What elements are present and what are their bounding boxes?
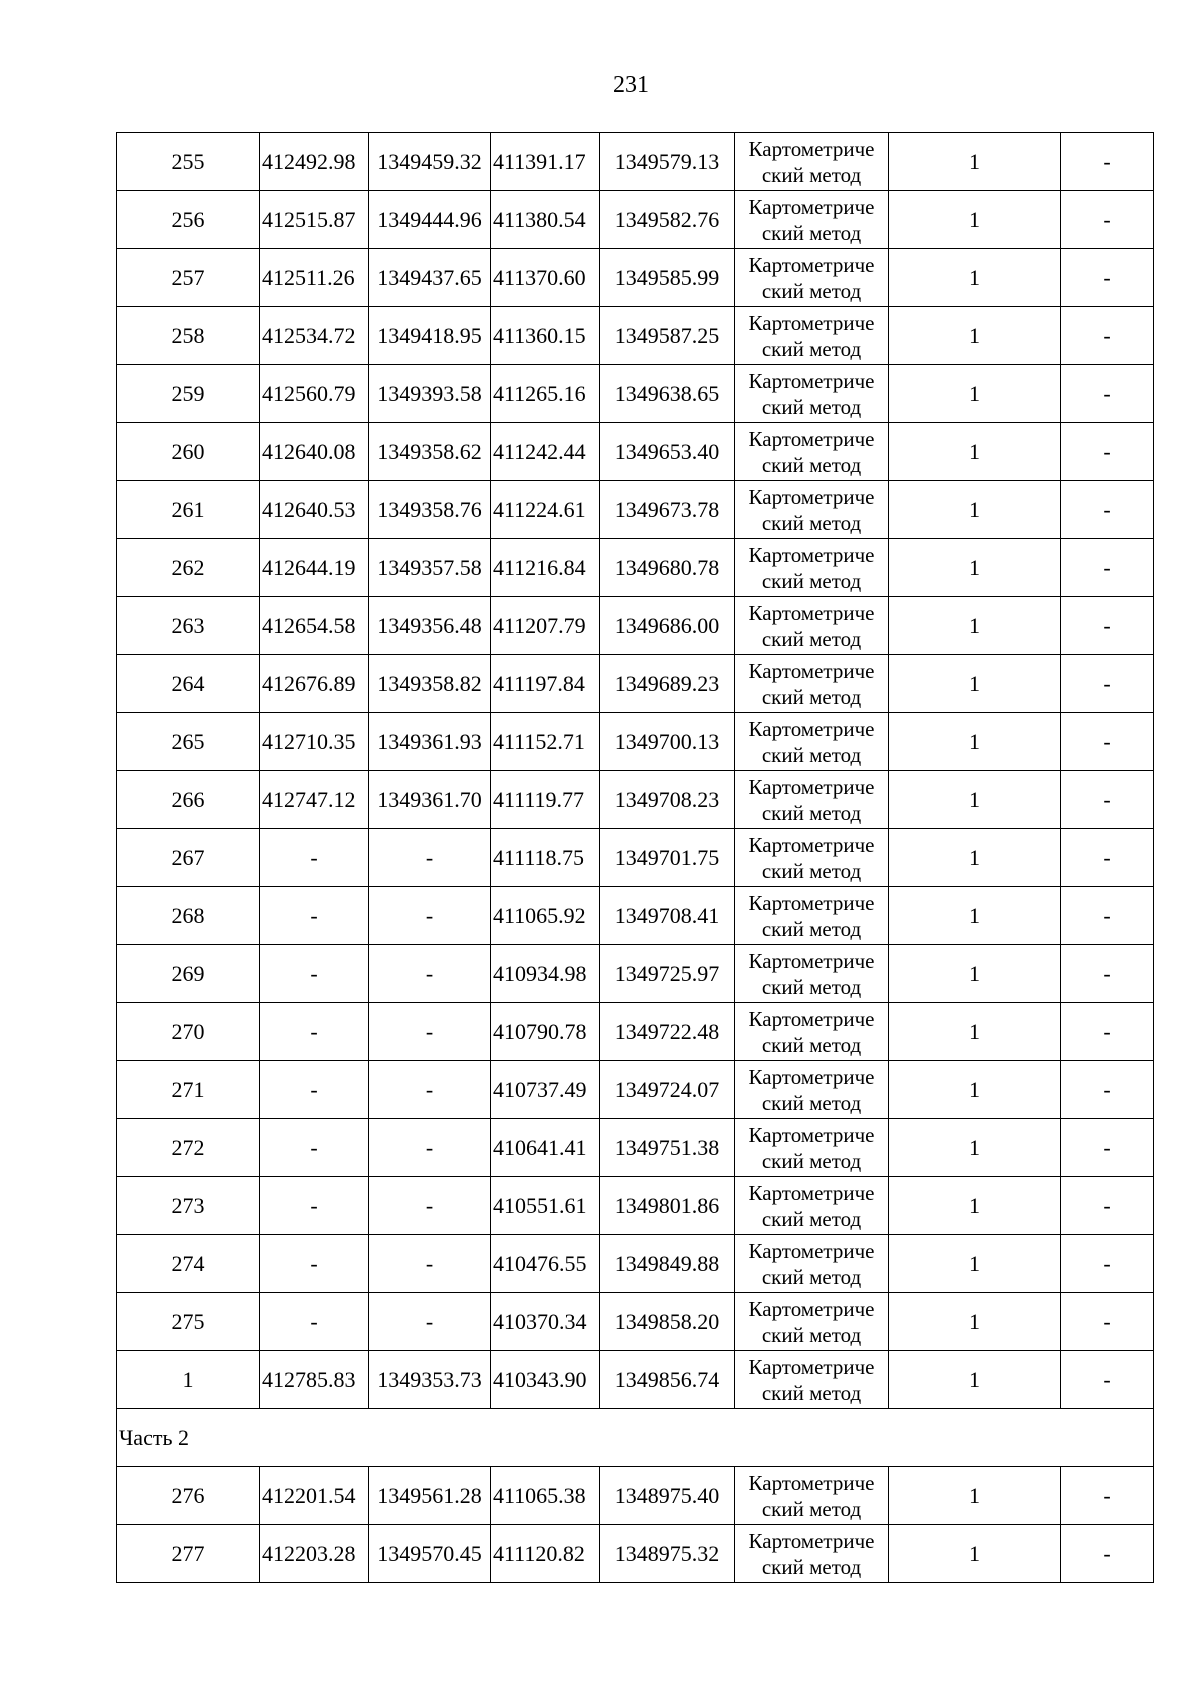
accuracy-cell: 1 (889, 191, 1061, 249)
x1-coordinate-cell: 412492.98 (260, 133, 369, 191)
method-cell (735, 1061, 889, 1119)
y1-coordinate-cell: 1349437.65 (369, 249, 491, 307)
accuracy-cell: 1 (889, 655, 1061, 713)
x2-coordinate-cell: 411152.71 (491, 713, 600, 771)
table-row (117, 887, 1154, 945)
point-number-cell: 261 (117, 481, 260, 539)
method-line-1: Картометриче (748, 1122, 875, 1147)
x1-coordinate-cell: - (260, 829, 369, 887)
point-number-cell: 272 (117, 1119, 260, 1177)
point-number-cell: 255 (117, 133, 260, 191)
method-line-1: Картометриче (748, 484, 875, 509)
note-cell: - (1061, 1003, 1154, 1061)
point-number-cell: 264 (117, 655, 260, 713)
x1-coordinate-cell: - (260, 1061, 369, 1119)
table-row (117, 1467, 1154, 1525)
method-line-2: ский метод (761, 1148, 862, 1173)
method-line-2: ский метод (761, 1206, 862, 1231)
x2-coordinate-cell: 411360.15 (491, 307, 600, 365)
point-number-cell: 275 (117, 1293, 260, 1351)
method-line-1: Картометриче (748, 1064, 875, 1089)
note-cell: - (1061, 655, 1154, 713)
note-cell: - (1061, 133, 1154, 191)
y1-coordinate-cell: 1349358.82 (369, 655, 491, 713)
y1-coordinate-cell: 1349561.28 (369, 1467, 491, 1525)
method-line-2: ский метод (761, 626, 862, 651)
y1-coordinate-cell: 1349418.95 (369, 307, 491, 365)
table-row (117, 829, 1154, 887)
coordinates-table-body (117, 133, 1154, 1583)
point-number-cell: 260 (117, 423, 260, 481)
method-cell (735, 191, 889, 249)
accuracy-cell: 1 (889, 597, 1061, 655)
note-cell: - (1061, 887, 1154, 945)
method-line-1: Картометриче (748, 774, 875, 799)
x2-coordinate-cell: 410370.34 (491, 1293, 600, 1351)
y2-coordinate-cell: 1349653.40 (600, 423, 735, 481)
accuracy-cell: 1 (889, 887, 1061, 945)
y2-coordinate-cell: 1349585.99 (600, 249, 735, 307)
method-cell (735, 829, 889, 887)
y1-coordinate-cell: 1349358.76 (369, 481, 491, 539)
table-row (117, 1525, 1154, 1583)
note-cell: - (1061, 829, 1154, 887)
x2-coordinate-cell: 411197.84 (491, 655, 600, 713)
note-cell: - (1061, 1119, 1154, 1177)
method-cell (735, 365, 889, 423)
note-cell: - (1061, 365, 1154, 423)
x1-coordinate-cell: 412676.89 (260, 655, 369, 713)
note-cell: - (1061, 481, 1154, 539)
accuracy-cell: 1 (889, 423, 1061, 481)
x2-coordinate-cell: 410551.61 (491, 1177, 600, 1235)
y1-coordinate-cell: 1349357.58 (369, 539, 491, 597)
method-cell (735, 307, 889, 365)
note-cell: - (1061, 1177, 1154, 1235)
note-cell: - (1061, 1467, 1154, 1525)
x2-coordinate-cell: 410641.41 (491, 1119, 600, 1177)
point-number-cell: 1 (117, 1351, 260, 1409)
method-line-1: Картометриче (748, 832, 875, 857)
method-cell (735, 423, 889, 481)
x2-coordinate-cell: 411265.16 (491, 365, 600, 423)
y2-coordinate-cell: 1349587.25 (600, 307, 735, 365)
method-line-2: ский метод (761, 1496, 862, 1521)
method-line-2: ский метод (761, 278, 862, 303)
point-number-cell: 271 (117, 1061, 260, 1119)
y1-coordinate-cell: 1349393.58 (369, 365, 491, 423)
y1-coordinate-cell: - (369, 1177, 491, 1235)
y2-coordinate-cell: 1349680.78 (600, 539, 735, 597)
y2-coordinate-cell: 1349849.88 (600, 1235, 735, 1293)
point-number-cell: 277 (117, 1525, 260, 1583)
note-cell: - (1061, 945, 1154, 1003)
point-number-cell: 262 (117, 539, 260, 597)
y2-coordinate-cell: 1349582.76 (600, 191, 735, 249)
y1-coordinate-cell: 1349358.62 (369, 423, 491, 481)
x1-coordinate-cell: - (260, 1177, 369, 1235)
method-line-1: Картометриче (748, 252, 875, 277)
accuracy-cell: 1 (889, 829, 1061, 887)
x1-coordinate-cell: 412654.58 (260, 597, 369, 655)
point-number-cell: 270 (117, 1003, 260, 1061)
point-number-cell: 263 (117, 597, 260, 655)
method-cell (735, 481, 889, 539)
x1-coordinate-cell: 412560.79 (260, 365, 369, 423)
method-cell (735, 771, 889, 829)
method-line-1: Картометриче (748, 310, 875, 335)
y1-coordinate-cell: - (369, 945, 491, 1003)
accuracy-cell: 1 (889, 1235, 1061, 1293)
method-cell (735, 1525, 889, 1583)
method-line-1: Картометриче (748, 1180, 875, 1205)
y2-coordinate-cell: 1349686.00 (600, 597, 735, 655)
y2-coordinate-cell: 1349751.38 (600, 1119, 735, 1177)
x2-coordinate-cell: 411118.75 (491, 829, 600, 887)
x1-coordinate-cell: 412640.08 (260, 423, 369, 481)
method-line-2: ский метод (761, 1090, 862, 1115)
accuracy-cell: 1 (889, 307, 1061, 365)
accuracy-cell: 1 (889, 365, 1061, 423)
method-cell (735, 597, 889, 655)
y2-coordinate-cell: 1348975.40 (600, 1467, 735, 1525)
accuracy-cell: 1 (889, 1061, 1061, 1119)
point-number-cell: 274 (117, 1235, 260, 1293)
y1-coordinate-cell: - (369, 887, 491, 945)
method-cell (735, 249, 889, 307)
x1-coordinate-cell: - (260, 1293, 369, 1351)
y2-coordinate-cell: 1348975.32 (600, 1525, 735, 1583)
note-cell: - (1061, 771, 1154, 829)
table-row (117, 713, 1154, 771)
x1-coordinate-cell: 412785.83 (260, 1351, 369, 1409)
method-cell (735, 539, 889, 597)
accuracy-cell: 1 (889, 249, 1061, 307)
table-row (117, 1003, 1154, 1061)
accuracy-cell: 1 (889, 1525, 1061, 1583)
accuracy-cell: 1 (889, 1293, 1061, 1351)
table-row (117, 1061, 1154, 1119)
note-cell: - (1061, 423, 1154, 481)
note-cell: - (1061, 713, 1154, 771)
y2-coordinate-cell: 1349689.23 (600, 655, 735, 713)
x1-coordinate-cell: - (260, 945, 369, 1003)
table-row (117, 133, 1154, 191)
method-cell (735, 1293, 889, 1351)
table-row (117, 597, 1154, 655)
table-row (117, 1351, 1154, 1409)
accuracy-cell: 1 (889, 1467, 1061, 1525)
x1-coordinate-cell: 412201.54 (260, 1467, 369, 1525)
x2-coordinate-cell: 411207.79 (491, 597, 600, 655)
y1-coordinate-cell: 1349361.70 (369, 771, 491, 829)
method-line-2: ский метод (761, 742, 862, 767)
method-line-2: ский метод (761, 1032, 862, 1057)
point-number-cell: 259 (117, 365, 260, 423)
method-line-1: Картометриче (748, 600, 875, 625)
method-line-2: ский метод (761, 974, 862, 999)
accuracy-cell: 1 (889, 1119, 1061, 1177)
y1-coordinate-cell: - (369, 1119, 491, 1177)
x2-coordinate-cell: 411216.84 (491, 539, 600, 597)
note-cell: - (1061, 597, 1154, 655)
x2-coordinate-cell: 410737.49 (491, 1061, 600, 1119)
y1-coordinate-cell: 1349444.96 (369, 191, 491, 249)
y1-coordinate-cell: - (369, 1003, 491, 1061)
method-cell (735, 1235, 889, 1293)
method-line-1: Картометриче (748, 658, 875, 683)
method-cell (735, 1003, 889, 1061)
point-number-cell: 268 (117, 887, 260, 945)
x1-coordinate-cell: 412534.72 (260, 307, 369, 365)
x1-coordinate-cell: 412203.28 (260, 1525, 369, 1583)
method-cell (735, 1119, 889, 1177)
x1-coordinate-cell: 412710.35 (260, 713, 369, 771)
method-cell (735, 655, 889, 713)
method-line-2: ский метод (761, 1380, 862, 1405)
y1-coordinate-cell: 1349353.73 (369, 1351, 491, 1409)
note-cell: - (1061, 307, 1154, 365)
y2-coordinate-cell: 1349801.86 (600, 1177, 735, 1235)
table-row (117, 1177, 1154, 1235)
x2-coordinate-cell: 410343.90 (491, 1351, 600, 1409)
x2-coordinate-cell: 411391.17 (491, 133, 600, 191)
x1-coordinate-cell: 412644.19 (260, 539, 369, 597)
x1-coordinate-cell: - (260, 1003, 369, 1061)
point-number-cell: 256 (117, 191, 260, 249)
x2-coordinate-cell: 411120.82 (491, 1525, 600, 1583)
method-line-1: Картометриче (748, 194, 875, 219)
method-cell (735, 1351, 889, 1409)
section-header-row (117, 1409, 1154, 1467)
y2-coordinate-cell: 1349708.23 (600, 771, 735, 829)
x2-coordinate-cell: 410476.55 (491, 1235, 600, 1293)
accuracy-cell: 1 (889, 133, 1061, 191)
note-cell: - (1061, 1351, 1154, 1409)
method-line-1: Картометриче (748, 716, 875, 741)
method-line-2: ский метод (761, 510, 862, 535)
x1-coordinate-cell: 412511.26 (260, 249, 369, 307)
y1-coordinate-cell: - (369, 1235, 491, 1293)
method-line-2: ский метод (761, 858, 862, 883)
table-row (117, 539, 1154, 597)
y2-coordinate-cell: 1349638.65 (600, 365, 735, 423)
point-number-cell: 267 (117, 829, 260, 887)
x1-coordinate-cell: 412515.87 (260, 191, 369, 249)
method-line-2: ский метод (761, 684, 862, 709)
point-number-cell: 265 (117, 713, 260, 771)
x2-coordinate-cell: 411370.60 (491, 249, 600, 307)
y1-coordinate-cell: - (369, 829, 491, 887)
method-line-2: ский метод (761, 394, 862, 419)
method-line-1: Картометриче (748, 136, 875, 161)
note-cell: - (1061, 1061, 1154, 1119)
table-row (117, 1293, 1154, 1351)
method-cell (735, 133, 889, 191)
x1-coordinate-cell: 412747.12 (260, 771, 369, 829)
y2-coordinate-cell: 1349700.13 (600, 713, 735, 771)
table-row (117, 655, 1154, 713)
note-cell: - (1061, 249, 1154, 307)
y1-coordinate-cell: - (369, 1293, 491, 1351)
y2-coordinate-cell: 1349673.78 (600, 481, 735, 539)
method-line-2: ский метод (761, 800, 862, 825)
y2-coordinate-cell: 1349722.48 (600, 1003, 735, 1061)
page-number: 231 (613, 72, 649, 98)
method-line-2: ский метод (761, 1264, 862, 1289)
method-line-2: ский метод (761, 1322, 862, 1347)
note-cell: - (1061, 1293, 1154, 1351)
method-line-2: ский метод (761, 916, 862, 941)
table-row (117, 1235, 1154, 1293)
method-line-1: Картометриче (748, 1354, 875, 1379)
section-header-label: Часть 2 (117, 1409, 1154, 1467)
method-line-2: ский метод (761, 162, 862, 187)
y2-coordinate-cell: 1349708.41 (600, 887, 735, 945)
method-line-1: Картометриче (748, 890, 875, 915)
x2-coordinate-cell: 410790.78 (491, 1003, 600, 1061)
x1-coordinate-cell: - (260, 1119, 369, 1177)
method-line-2: ский метод (761, 336, 862, 361)
y2-coordinate-cell: 1349856.74 (600, 1351, 735, 1409)
table-row (117, 481, 1154, 539)
accuracy-cell: 1 (889, 1003, 1061, 1061)
x2-coordinate-cell: 411119.77 (491, 771, 600, 829)
method-cell (735, 887, 889, 945)
method-line-1: Картометриче (748, 948, 875, 973)
method-line-1: Картометриче (748, 368, 875, 393)
table-row (117, 945, 1154, 1003)
method-line-1: Картометриче (748, 1296, 875, 1321)
y1-coordinate-cell: 1349356.48 (369, 597, 491, 655)
table-row (117, 771, 1154, 829)
y2-coordinate-cell: 1349725.97 (600, 945, 735, 1003)
x2-coordinate-cell: 410934.98 (491, 945, 600, 1003)
coordinates-table (116, 132, 1154, 1583)
table-row (117, 249, 1154, 307)
point-number-cell: 257 (117, 249, 260, 307)
point-number-cell: 276 (117, 1467, 260, 1525)
method-line-1: Картометриче (748, 1470, 875, 1495)
method-cell (735, 713, 889, 771)
accuracy-cell: 1 (889, 771, 1061, 829)
x1-coordinate-cell: - (260, 1235, 369, 1293)
method-line-1: Картометриче (748, 1528, 875, 1553)
method-line-2: ский метод (761, 1554, 862, 1579)
note-cell: - (1061, 1525, 1154, 1583)
x2-coordinate-cell: 411242.44 (491, 423, 600, 481)
table-row (117, 1119, 1154, 1177)
point-number-cell: 269 (117, 945, 260, 1003)
method-line-2: ский метод (761, 568, 862, 593)
y1-coordinate-cell: - (369, 1061, 491, 1119)
method-line-1: Картометриче (748, 1006, 875, 1031)
method-cell (735, 945, 889, 1003)
accuracy-cell: 1 (889, 481, 1061, 539)
y1-coordinate-cell: 1349361.93 (369, 713, 491, 771)
y2-coordinate-cell: 1349701.75 (600, 829, 735, 887)
accuracy-cell: 1 (889, 539, 1061, 597)
method-cell (735, 1177, 889, 1235)
x2-coordinate-cell: 411065.92 (491, 887, 600, 945)
y1-coordinate-cell: 1349570.45 (369, 1525, 491, 1583)
note-cell: - (1061, 1235, 1154, 1293)
method-line-1: Картометриче (748, 1238, 875, 1263)
accuracy-cell: 1 (889, 945, 1061, 1003)
method-cell (735, 1467, 889, 1525)
note-cell: - (1061, 539, 1154, 597)
method-line-1: Картометриче (748, 542, 875, 567)
y1-coordinate-cell: 1349459.32 (369, 133, 491, 191)
method-line-1: Картометриче (748, 426, 875, 451)
accuracy-cell: 1 (889, 1177, 1061, 1235)
table-row (117, 365, 1154, 423)
point-number-cell: 273 (117, 1177, 260, 1235)
method-line-2: ский метод (761, 452, 862, 477)
x1-coordinate-cell: 412640.53 (260, 481, 369, 539)
y2-coordinate-cell: 1349858.20 (600, 1293, 735, 1351)
accuracy-cell: 1 (889, 1351, 1061, 1409)
point-number-cell: 258 (117, 307, 260, 365)
y2-coordinate-cell: 1349724.07 (600, 1061, 735, 1119)
accuracy-cell: 1 (889, 713, 1061, 771)
table-row (117, 191, 1154, 249)
method-line-2: ский метод (761, 220, 862, 245)
x2-coordinate-cell: 411224.61 (491, 481, 600, 539)
table-row (117, 307, 1154, 365)
table-row (117, 423, 1154, 481)
note-cell: - (1061, 191, 1154, 249)
x2-coordinate-cell: 411380.54 (491, 191, 600, 249)
x1-coordinate-cell: - (260, 887, 369, 945)
y2-coordinate-cell: 1349579.13 (600, 133, 735, 191)
point-number-cell: 266 (117, 771, 260, 829)
x2-coordinate-cell: 411065.38 (491, 1467, 600, 1525)
